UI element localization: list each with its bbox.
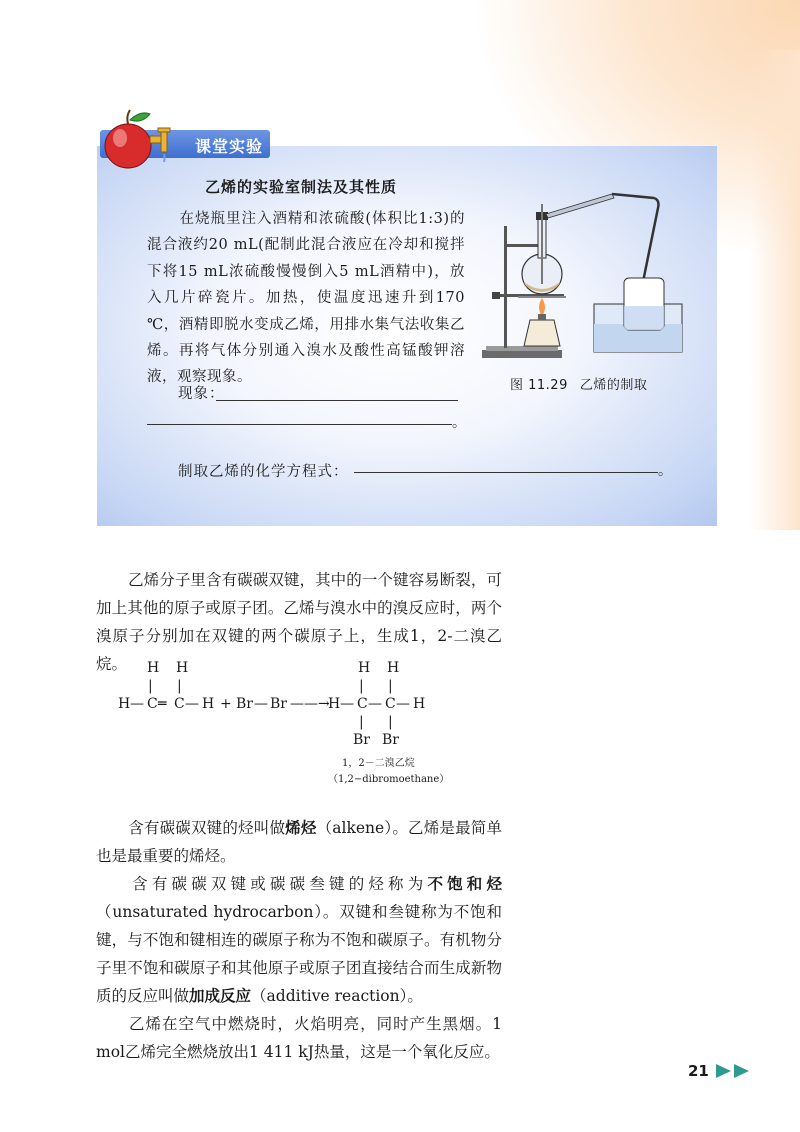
br-atom: Br	[353, 732, 370, 748]
period-1: 。	[452, 415, 466, 431]
experiment-paragraph	[147, 206, 465, 391]
br-atom: Br	[236, 696, 253, 712]
bond-single: —	[340, 696, 354, 712]
page-number: 21	[688, 1062, 709, 1080]
phenomenon-answer-line-2[interactable]	[147, 424, 452, 425]
paragraph-alkene-definition	[96, 814, 502, 870]
h-atom: H	[413, 696, 426, 712]
br-atom: Br	[382, 732, 399, 748]
c-atom: C	[357, 696, 368, 712]
c-atom: C	[147, 696, 158, 712]
product-english-name: （1,2−dibromoethane）	[328, 774, 450, 785]
figure-caption	[510, 374, 647, 393]
next-page-arrows-icon[interactable]	[714, 1063, 754, 1079]
equation-answer-line[interactable]	[354, 472, 658, 473]
h-atom: H	[358, 660, 371, 676]
bond-single: —	[368, 696, 382, 712]
c-atom: C	[174, 696, 185, 712]
paragraph-unsaturated-definition	[96, 870, 502, 1010]
bond-vertical: |	[359, 714, 364, 730]
c-atom: C	[385, 696, 396, 712]
h-atom: H	[147, 660, 160, 676]
term-alkene: 烯烃	[285, 819, 317, 837]
bond-vertical: |	[388, 678, 393, 694]
term-unsaturated-hydrocarbon: 不饱和烃	[427, 875, 502, 893]
paragraph-3-mid: （unsaturated hydrocarbon）。双键和叁键称为不饱和键，与不饱和键相连的碳原子称为不饱和碳原子。有机物分子里不饱和碳原子和其他原子或原子团直接结合而生成新物质的反应叫做	[96, 903, 502, 1005]
br-atom: Br	[270, 696, 287, 712]
bond-vertical: |	[388, 714, 393, 730]
bond-vertical: |	[148, 678, 153, 694]
bond-vertical: |	[177, 678, 182, 694]
ethylene-apparatus-illustration	[482, 186, 692, 366]
paragraph-3-after: （additive reaction）。	[251, 987, 423, 1005]
experiment-banner-label: 课堂实验	[195, 137, 264, 156]
paragraph-4-text: 乙烯在空气中燃烧时，火焰明亮，同时产生黑烟。1 mol乙烯完全燃烧放出1 411 kJ热量，这是一个氧化反应。	[96, 1015, 502, 1061]
experiment-paragraph-text: 在烧瓶里注入酒精和浓硫酸(体积比1:3)的混合液约20 mL(配制此混合液应在冷却和搅拌下将15 mL浓硫酸慢慢倒入5 mL酒精中)，放入几片碎瓷片。加热，使温度迅速升到170 ℃，酒精即脱水变成乙烯，用排水集气法收集乙烯。再将气体分别通入溴水及酸性高锰酸钾溶液，观察现象。	[147, 211, 465, 386]
apple-faucet-icon	[98, 106, 188, 176]
paragraph-2-after: （alkene）。乙烯是最简单也是最重要的烯烃。	[96, 819, 502, 865]
experiment-title: 乙烯的实验室制法及其性质	[205, 178, 398, 196]
paragraph-1-text: 乙烯分子里含有碳碳双键，其中的一个键容易断裂，可加上其他的原子或原子团。乙烯与溴水中的溴反应时，两个溴原子分别加在双键的两个碳原子上，生成1，2-二溴乙烷。	[96, 571, 502, 673]
reaction-arrow: ——→	[290, 696, 330, 712]
plus-sign: +	[220, 696, 232, 712]
bond-single: —	[185, 696, 199, 712]
h-atom: H	[176, 660, 189, 676]
bond-single: —	[254, 696, 268, 712]
figure-caption-text: 乙烯的制取	[579, 378, 648, 393]
right-edge-shade	[750, 50, 800, 530]
paragraph-3-before: 含有碳碳双键或碳碳叁键的烃称为	[128, 875, 428, 893]
bond-single: —	[130, 696, 144, 712]
h-atom: H	[387, 660, 400, 676]
paragraph-2-before: 含有碳碳双键的烃叫做	[128, 819, 286, 837]
phenomenon-label: 现象：	[178, 386, 225, 402]
period-2: 。	[658, 463, 672, 479]
bromination-equation	[110, 660, 450, 790]
h-atom: H	[202, 696, 215, 712]
figure-number: 图 11.29	[510, 378, 568, 393]
h-atom: H	[118, 696, 131, 712]
paragraph-combustion	[96, 1010, 502, 1066]
phenomenon-answer-line-1[interactable]	[216, 400, 458, 401]
term-addition-reaction: 加成反应	[189, 987, 252, 1005]
bond-single: —	[396, 696, 410, 712]
bond-double: ═	[158, 696, 167, 712]
h-atom: H	[328, 696, 341, 712]
equation-label: 制取乙烯的化学方程式：	[178, 464, 349, 480]
bond-vertical: |	[359, 678, 364, 694]
product-name: 1，2－二溴乙烷	[342, 758, 415, 769]
